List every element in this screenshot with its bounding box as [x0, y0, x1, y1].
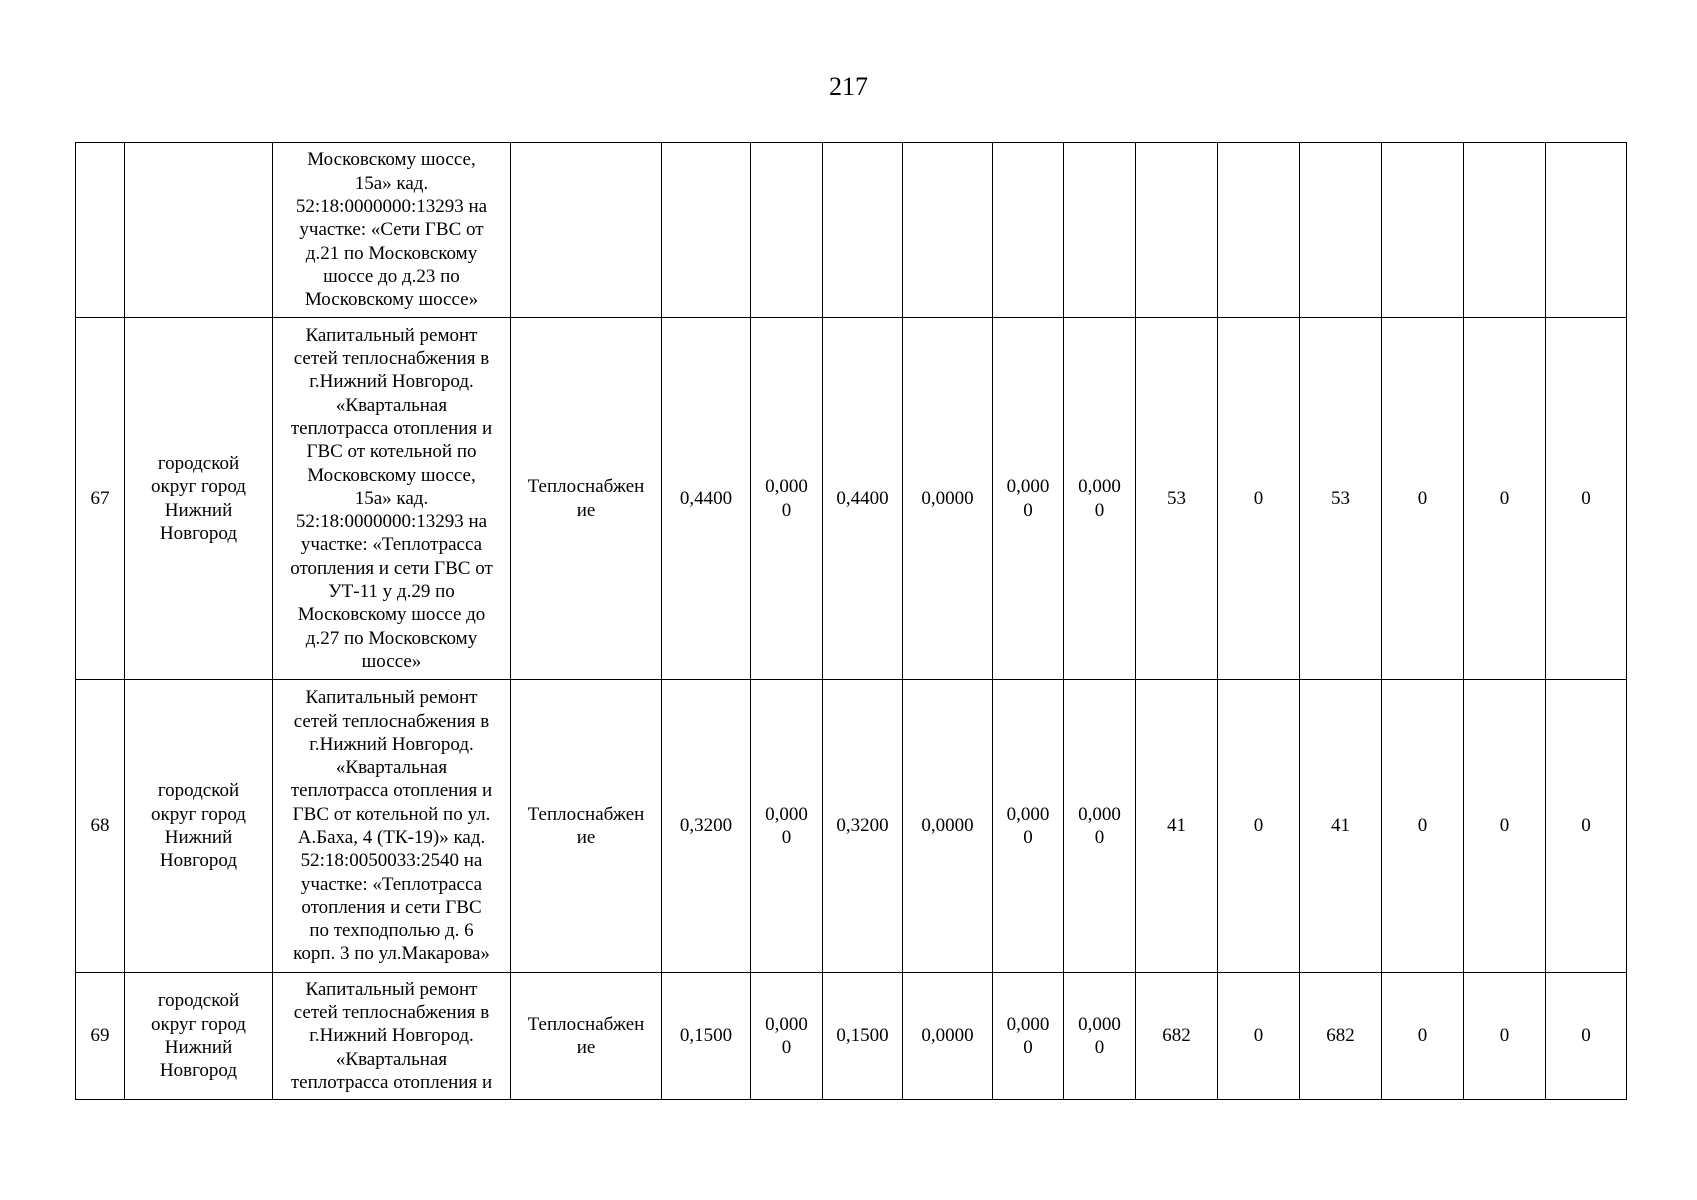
- row-number-cell: 69: [76, 973, 125, 1100]
- type-cell: Теплоснабжен ие: [511, 973, 662, 1100]
- description-cell: Капитальный ремонт сетей теплоснабжения в г.Нижний Новгород. «Квартальная теплотрасса отопления и: [273, 973, 511, 1100]
- municipality-cell: городской округ город Нижний Новгород: [125, 973, 273, 1100]
- page-number: 217: [829, 72, 868, 101]
- value-cell: [662, 143, 751, 318]
- value-cell: [751, 143, 823, 318]
- value-cell: 0,000 0: [751, 318, 823, 680]
- value-cell: 0,0000: [903, 680, 993, 973]
- row-number-cell: 68: [76, 680, 125, 973]
- value-cell: 41: [1300, 680, 1382, 973]
- description-cell: Московскому шоссе, 15а» кад. 52:18:0000000:13293 на участке: «Сети ГВС от д.21 по Московскому шоссе до д.23 по Московскому шоссе»: [273, 143, 511, 318]
- value-cell: 0,000 0: [1064, 973, 1136, 1100]
- value-cell: 0: [1546, 318, 1627, 680]
- value-cell: 0: [1382, 973, 1464, 1100]
- description-cell: Капитальный ремонт сетей теплоснабжения в г.Нижний Новгород. «Квартальная теплотрасса отопления и ГВС от котельной по Московскому шоссе, 15а» кад. 52:18:0000000:13293 на участке: «Теплотрасса отопления и сети ГВС от УТ-11 у д.29 по Московскому шоссе до д.27 по Московскому шоссе»: [273, 318, 511, 680]
- value-cell: 0,1500: [662, 973, 751, 1100]
- value-cell: 0,3200: [823, 680, 903, 973]
- value-cell: 0: [1464, 680, 1546, 973]
- value-cell: 0,0000: [903, 973, 993, 1100]
- value-cell: [993, 143, 1064, 318]
- value-cell: 53: [1136, 318, 1218, 680]
- value-cell: 0: [1218, 973, 1300, 1100]
- value-cell: [903, 143, 993, 318]
- value-cell: [1064, 143, 1136, 318]
- value-cell: [1382, 143, 1464, 318]
- value-cell: [823, 143, 903, 318]
- value-cell: 0: [1382, 680, 1464, 973]
- type-cell: Теплоснабжен ие: [511, 680, 662, 973]
- value-cell: 0,000 0: [751, 973, 823, 1100]
- table-row: [76, 143, 1627, 318]
- value-cell: 0,000 0: [993, 973, 1064, 1100]
- row-number-cell: [76, 143, 125, 318]
- municipality-cell: [125, 143, 273, 318]
- value-cell: 682: [1136, 973, 1218, 1100]
- value-cell: 0,000 0: [993, 318, 1064, 680]
- value-cell: [1546, 143, 1627, 318]
- value-cell: 0,000 0: [751, 680, 823, 973]
- value-cell: 0,3200: [662, 680, 751, 973]
- value-cell: [1464, 143, 1546, 318]
- value-cell: 0,000 0: [1064, 680, 1136, 973]
- value-cell: [1136, 143, 1218, 318]
- table-row: [76, 318, 1627, 680]
- value-cell: 41: [1136, 680, 1218, 973]
- value-cell: 0: [1218, 318, 1300, 680]
- value-cell: 0,4400: [823, 318, 903, 680]
- description-cell: Капитальный ремонт сетей теплоснабжения в г.Нижний Новгород. «Квартальная теплотрасса отопления и ГВС от котельной по ул. А.Баха, 4 (ТК-19)» кад. 52:18:0050033:2540 на участке: «Теплотрасса отопления и сети ГВС по техподполью д. 6 корп. 3 по ул.Макарова»: [273, 680, 511, 973]
- type-cell: Теплоснабжен ие: [511, 318, 662, 680]
- value-cell: [1300, 143, 1382, 318]
- value-cell: 0: [1218, 680, 1300, 973]
- value-cell: 0: [1464, 973, 1546, 1100]
- value-cell: 0: [1382, 318, 1464, 680]
- row-number-cell: 67: [76, 318, 125, 680]
- value-cell: 0,4400: [662, 318, 751, 680]
- value-cell: [1218, 143, 1300, 318]
- value-cell: 0,0000: [903, 318, 993, 680]
- data-table: [75, 142, 1627, 1100]
- value-cell: 0: [1464, 318, 1546, 680]
- value-cell: 0,000 0: [993, 680, 1064, 973]
- municipality-cell: городской округ город Нижний Новгород: [125, 318, 273, 680]
- table-row: [76, 680, 1627, 973]
- table-row: [76, 973, 1627, 1100]
- type-cell: [511, 143, 662, 318]
- value-cell: 682: [1300, 973, 1382, 1100]
- municipality-cell: городской округ город Нижний Новгород: [125, 680, 273, 973]
- value-cell: 53: [1300, 318, 1382, 680]
- value-cell: 0: [1546, 973, 1627, 1100]
- value-cell: 0,000 0: [1064, 318, 1136, 680]
- value-cell: 0,1500: [823, 973, 903, 1100]
- value-cell: 0: [1546, 680, 1627, 973]
